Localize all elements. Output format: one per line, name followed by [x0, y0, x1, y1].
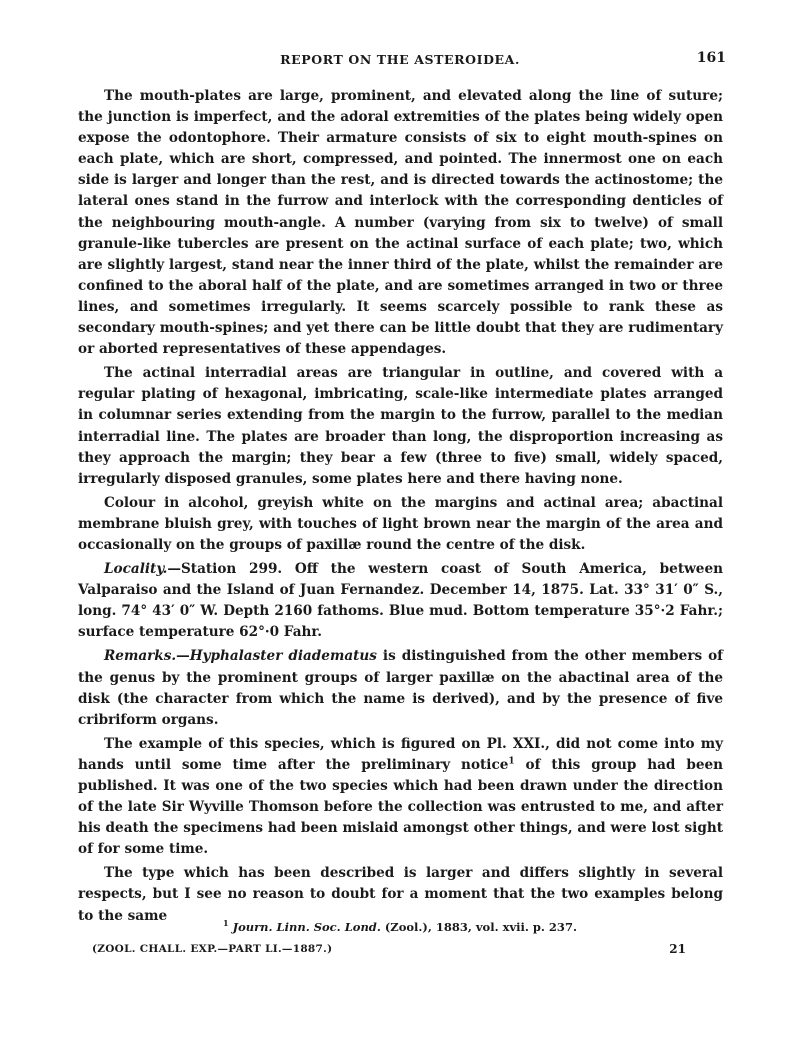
paragraph-interradial-areas: The actinal interradial areas are triangular in outline, and covered with a regular plating of hexagonal, imbricating, scale-like intermediate plates arranged in columnar series extending from the margin to the furrow, parallel to the median interradial line. The plates are broader than long, the disproportion increasing as they approach the margin; they bear a few (three to five) small, widely spaced, irregularly disposed granules, some plates here and there having none.	[78, 365, 723, 487]
body-text	[78, 86, 723, 927]
paragraph-locality	[78, 559, 723, 643]
remarks-text: is distinguished from the other members of the genus by the prominent groups of larger paxillæ on the abactinal area of the disk (the character from which the name is derived), and by the presence of five cribriform organs.	[78, 648, 724, 728]
page-number: 161	[696, 50, 726, 66]
remarks-dash: —	[176, 648, 190, 665]
footnote-mark: 1	[223, 918, 229, 929]
footnote-reference: 1	[508, 756, 515, 767]
example-text-start: The example of this species, which is figured on Pl. XXI., did not come into my hands until some time after the preliminary notice	[78, 735, 723, 773]
running-head	[80, 50, 726, 70]
signature-line	[92, 943, 686, 961]
paragraph-example	[78, 734, 723, 861]
species-name: Hyphalaster diadematus	[189, 648, 377, 665]
signature-number: 21	[669, 942, 686, 956]
example-text-end: of this group had been published. It was one of the two species which had been drawn under the direction of the late Sir Wyville Thomson before the collection was entrusted to me, and after his death the specimens had been mislaid amongst other things, and were lost sight of for some time.	[78, 756, 723, 858]
paragraph-colour: Colour in alcohol, greyish white on the margins and actinal area; abactinal membrane bluish grey, with touches of light brown near the margin of the area and occasionally on the groups of paxillæ round the centre of the disk.	[78, 494, 723, 553]
paragraph-remarks	[78, 646, 723, 730]
running-title: REPORT ON THE ASTEROIDEA.	[280, 52, 520, 67]
footnote	[80, 920, 720, 934]
paragraph-mouth-plates: The mouth-plates are large, prominent, and elevated along the line of suture; the junction is imperfect, and the adoral extremities of the plates being widely open expose the odontophore. Their armature consists of six to eight mouth-spines on each plate, which are short, compressed, and pointed. The innermost one on each side is larger and longer than the rest, and is directed towards the actinostome; the lateral ones stand in the furrow and interlock with the corresponding denticles of the neighbouring mouth-angle. A number (varying from six to twelve) of small granule-like tubercles are present on the actinal surface of each plate; two, which are slightly largest, stand near the inner third of the plate, whilst the remainder are confined to the aboral half of the plate, and are sometimes arranged in two or three lines, and sometimes irregularly. It seems scarcely possible to rank these as secondary mouth-spines; and yet there can be little doubt that they are rudimentary or aborted representatives of these appendages.	[78, 88, 723, 358]
paragraph-type: The type which has been described is larger and differs slightly in several respects, but I see no reason to doubt for a moment that the two examples belong to the same	[78, 865, 723, 924]
locality-label: Locality.	[104, 561, 168, 578]
signature-text: (ZOOL. CHALL. EXP.—PART LI.—1887.)	[92, 943, 333, 955]
footnote-rest: (Zool.), 1883, vol. xvii. p. 237.	[380, 920, 577, 934]
remarks-label: Remarks.	[104, 648, 177, 665]
locality-text: —Station 299. Off the western coast of South America, between Valparaiso and the Island of Juan Fernandez. December 14, 1875. Lat. 33° 31′ 0″ S., long. 74° 43′ 0″ W. Depth 2160 fathoms. Blue mud. Bottom temperature 35°·2 Fahr.; surface temperature 62°·0 Fahr.	[78, 561, 723, 641]
footnote-journal: Journ. Linn. Soc. Lond.	[232, 920, 381, 934]
